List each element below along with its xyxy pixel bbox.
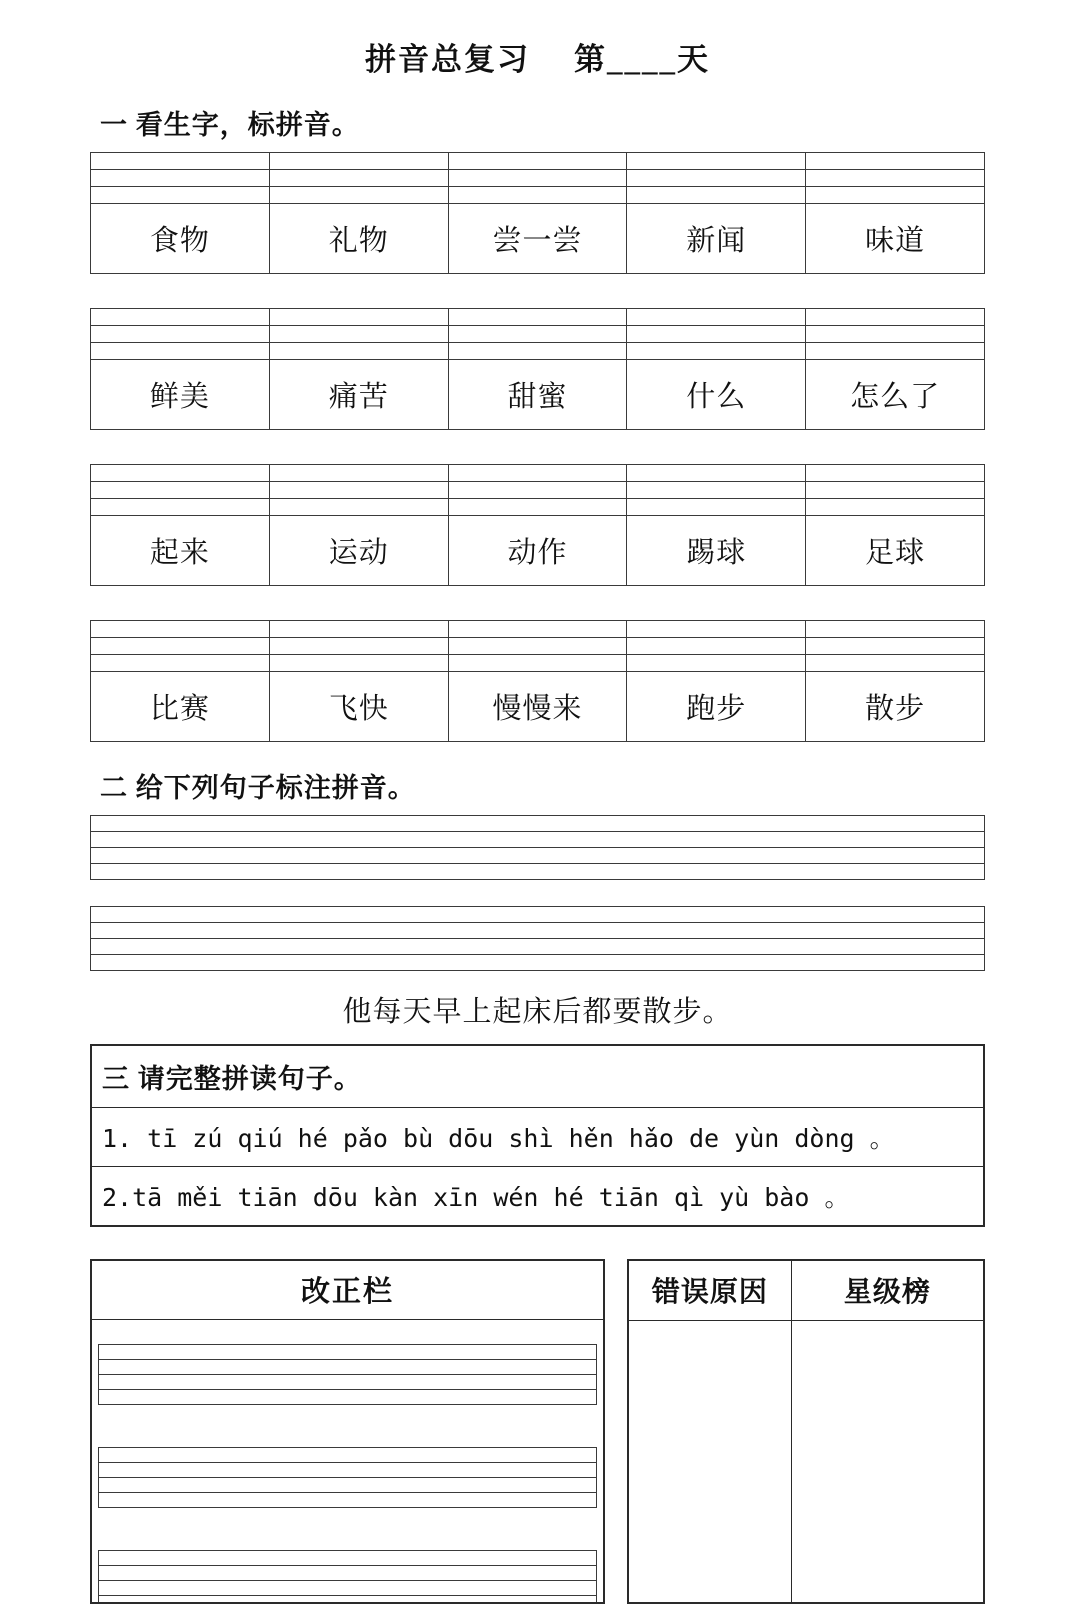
blank-cell	[806, 482, 985, 499]
writing-line	[99, 1551, 596, 1566]
word-cell: 甜蜜	[448, 360, 627, 430]
blank-cell	[627, 465, 806, 482]
blank-cell	[806, 499, 985, 516]
word-group-2	[90, 308, 985, 430]
target-sentence: 他每天早上起床后都要散步。	[342, 996, 733, 1028]
blank-cell	[269, 153, 448, 170]
writing-line	[91, 864, 984, 880]
blank-cell	[627, 655, 806, 672]
error-reason-blank-area	[629, 1321, 791, 1602]
pinyin-blank-row	[91, 170, 985, 187]
error-reason-column	[629, 1261, 792, 1602]
pinyin-blank-row	[91, 621, 985, 638]
writing-line	[91, 955, 984, 971]
blank-cell	[269, 170, 448, 187]
pinyin-blank-row	[91, 655, 985, 672]
pinyin-blank-row	[91, 499, 985, 516]
word-cell: 飞快	[269, 672, 448, 742]
word-cell: 跑步	[627, 672, 806, 742]
writing-line	[91, 816, 984, 832]
blank-cell	[91, 621, 270, 638]
word-cell: 足球	[806, 516, 985, 586]
pinyin-sentence-2: 2.tā měi tiān dōu kàn xīn wén hé tiān qì yù bào 。	[102, 1183, 850, 1212]
blank-cell	[448, 187, 627, 204]
writing-line	[99, 1581, 596, 1596]
blank-cell	[627, 638, 806, 655]
writing-line	[99, 1448, 596, 1463]
blank-cell	[269, 326, 448, 343]
blank-cell	[269, 638, 448, 655]
word-cell: 踢球	[627, 516, 806, 586]
blank-cell	[91, 153, 270, 170]
blank-cell	[448, 621, 627, 638]
blank-cell	[448, 326, 627, 343]
footer-area	[90, 1259, 985, 1604]
writing-line	[91, 832, 984, 848]
word-cell: 味道	[806, 204, 985, 274]
blank-cell	[448, 153, 627, 170]
writing-line	[99, 1478, 596, 1493]
page-title-day-blank: 第____天	[574, 42, 710, 77]
word-group-4	[90, 620, 985, 742]
blank-cell	[448, 343, 627, 360]
blank-cell	[91, 343, 270, 360]
blank-cell	[91, 187, 270, 204]
blank-cell	[627, 187, 806, 204]
writing-line	[91, 907, 984, 923]
page-title-main: 拼音总复习	[365, 42, 530, 77]
blank-cell	[448, 170, 627, 187]
blank-cell	[627, 153, 806, 170]
pinyin-blank-row	[91, 326, 985, 343]
word-row	[91, 672, 985, 742]
error-reason-header: 错误原因	[629, 1261, 791, 1321]
word-row	[91, 360, 985, 430]
word-cell: 运动	[269, 516, 448, 586]
sentence-writing-lines-1	[90, 815, 985, 880]
writing-line	[99, 1375, 596, 1390]
blank-cell	[806, 153, 985, 170]
blank-cell	[806, 309, 985, 326]
blank-cell	[269, 309, 448, 326]
blank-cell	[806, 326, 985, 343]
blank-cell	[448, 309, 627, 326]
word-group-1	[90, 152, 985, 274]
blank-cell	[806, 465, 985, 482]
correction-header: 改正栏	[92, 1261, 603, 1320]
word-cell: 动作	[448, 516, 627, 586]
page-title	[90, 34, 985, 79]
blank-cell	[91, 326, 270, 343]
blank-cell	[448, 482, 627, 499]
pinyin-blank-row	[91, 343, 985, 360]
blank-cell	[806, 343, 985, 360]
evaluation-box	[627, 1259, 985, 1604]
star-rank-header: 星级榜	[792, 1261, 983, 1321]
blank-cell	[448, 499, 627, 516]
writing-line	[99, 1345, 596, 1360]
star-rank-column	[792, 1261, 983, 1602]
writing-line	[99, 1596, 596, 1604]
blank-cell	[627, 170, 806, 187]
sentence-writing-lines-2	[90, 906, 985, 971]
word-cell: 食物	[91, 204, 270, 274]
word-cell: 什么	[627, 360, 806, 430]
word-cell: 痛苦	[269, 360, 448, 430]
pinyin-blank-row	[91, 309, 985, 326]
section1-heading: 一 看生字，标拼音。	[100, 110, 360, 140]
blank-cell	[448, 638, 627, 655]
section3-heading: 三 请完整拼读句子。	[92, 1046, 983, 1108]
pinyin-blank-row	[91, 187, 985, 204]
blank-cell	[91, 499, 270, 516]
blank-cell	[91, 309, 270, 326]
writing-line	[99, 1390, 596, 1405]
word-cell: 散步	[806, 672, 985, 742]
writing-line	[99, 1360, 596, 1375]
blank-cell	[269, 343, 448, 360]
blank-cell	[806, 655, 985, 672]
section2-heading: 二 给下列句子标注拼音。	[100, 773, 416, 803]
blank-cell	[269, 465, 448, 482]
blank-cell	[806, 621, 985, 638]
blank-cell	[269, 621, 448, 638]
word-cell: 怎么了	[806, 360, 985, 430]
blank-cell	[448, 655, 627, 672]
blank-cell	[627, 621, 806, 638]
section3-box	[90, 1044, 985, 1227]
blank-cell	[627, 482, 806, 499]
pinyin-blank-row	[91, 465, 985, 482]
word-row	[91, 516, 985, 586]
blank-cell	[627, 343, 806, 360]
word-group-3	[90, 464, 985, 586]
blank-cell	[91, 655, 270, 672]
blank-cell	[91, 465, 270, 482]
blank-cell	[91, 170, 270, 187]
blank-cell	[269, 499, 448, 516]
writing-line	[91, 939, 984, 955]
blank-cell	[806, 187, 985, 204]
pinyin-blank-row	[91, 153, 985, 170]
word-cell: 新闻	[627, 204, 806, 274]
blank-cell	[627, 309, 806, 326]
writing-line	[99, 1566, 596, 1581]
blank-cell	[627, 326, 806, 343]
writing-line	[91, 923, 984, 939]
word-cell: 起来	[91, 516, 270, 586]
blank-cell	[806, 170, 985, 187]
correction-lines-2	[98, 1447, 597, 1508]
pinyin-blank-row	[91, 638, 985, 655]
blank-cell	[448, 465, 627, 482]
blank-cell	[91, 638, 270, 655]
pinyin-sentence-1: 1. tī zú qiú hé pǎo bù dōu shì hěn hǎo de yùn dòng 。	[92, 1108, 983, 1167]
word-row	[91, 204, 985, 274]
blank-cell	[269, 655, 448, 672]
blank-cell	[269, 482, 448, 499]
writing-line	[91, 848, 984, 864]
star-rank-blank-area	[792, 1321, 983, 1602]
word-cell: 慢慢来	[448, 672, 627, 742]
blank-cell	[91, 482, 270, 499]
word-cell: 比赛	[91, 672, 270, 742]
pinyin-blank-row	[91, 482, 985, 499]
correction-lines-1	[98, 1344, 597, 1405]
word-cell: 鲜美	[91, 360, 270, 430]
blank-cell	[269, 187, 448, 204]
correction-box	[90, 1259, 605, 1604]
blank-cell	[627, 499, 806, 516]
blank-cell	[806, 638, 985, 655]
writing-line	[99, 1493, 596, 1508]
correction-lines-3	[98, 1550, 597, 1604]
writing-line	[99, 1463, 596, 1478]
word-cell: 尝一尝	[448, 204, 627, 274]
word-cell: 礼物	[269, 204, 448, 274]
